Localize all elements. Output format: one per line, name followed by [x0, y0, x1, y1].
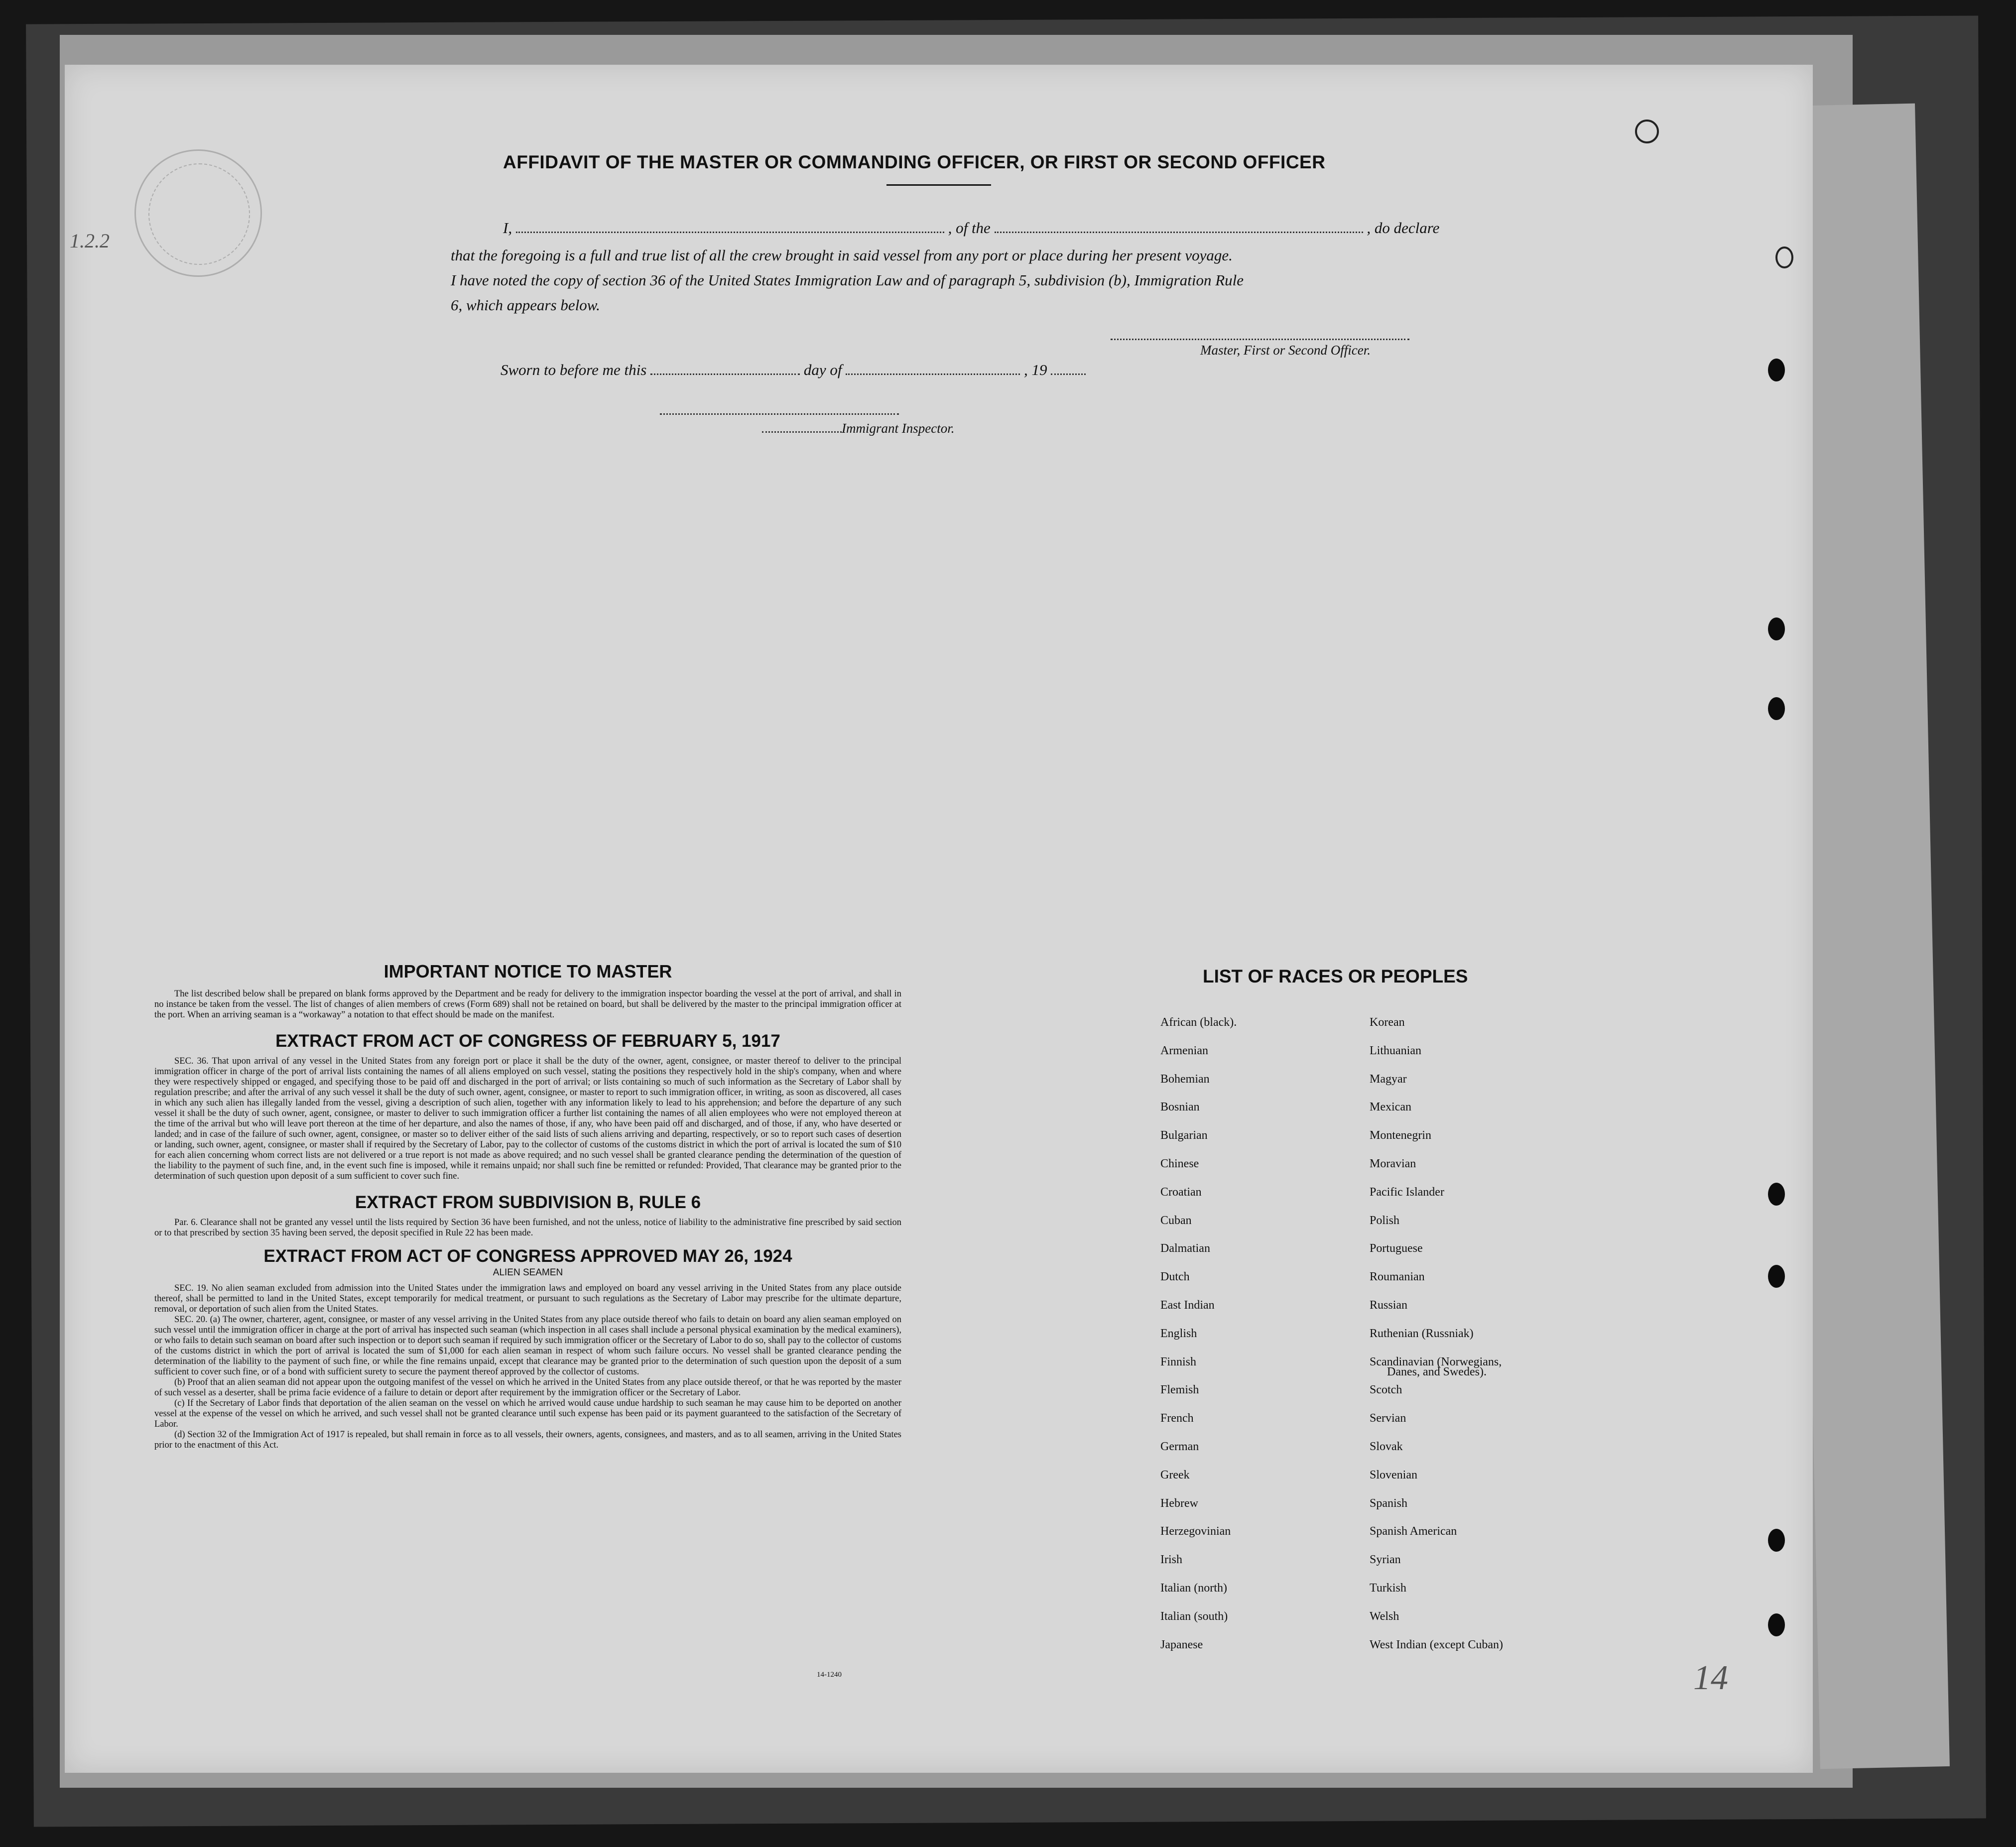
sec20a-text: SEC. 20. (a) The owner, charterer, agent, consignee, or master of any vessel arriving in the United States from any place outside thereof who fails to detain on board any alien seaman employed on such vessel until the immigration officer in charge at the port of arrival has inspected such seaman (which inspection in all cases shall include a personal physical examination by the medical examiners), or who fails to detain such seaman on board after such inspection or to deport such seaman if required by such immigration officer or the Secretary of Labor to do so, shall pay to the collector of customs of the customs district in which the port of arrival is located the sum of $1,000 for each alien seaman in respect of whom such failure occurs. No vessel shall be granted clearance pending the determination of the liability to the payment of such fine, or while the fine remains unpaid, except that clearance may be granted prior to the determination of such question upon the deposit of a sum sufficient to cover such fine, or of a bond with sufficient surety to secure the payment thereof approved by the collector of customs.	[154, 1315, 901, 1377]
race-item-left: Croatian	[1160, 1185, 1202, 1199]
binder-hole-icon	[1775, 246, 1793, 268]
extract-1917-title: EXTRACT FROM ACT OF CONGRESS OF FEBRUARY 5, 1917	[275, 1031, 780, 1051]
binder-hole-icon	[1768, 617, 1785, 640]
race-item-left: Italian (south)	[1160, 1609, 1228, 1623]
race-item-right: Scandinavian (Norwegians,	[1370, 1355, 1502, 1368]
sec20b-text: (b) Proof that an alien seaman did not appear upon the outgoing manifest of the vessel on which he arrived in the United States from any place outside thereof, or that he was reported by the master of such vessel as a deserter, shall be prima facie evidence of a failure to detain or deport after requirement by the immigration officer or the Secretary of Labor.	[154, 1377, 901, 1398]
race-item-right: Servian	[1370, 1412, 1406, 1425]
race-item-left: Dalmatian	[1160, 1242, 1210, 1255]
race-item-left: East Indian	[1160, 1299, 1215, 1312]
race-item-right: Lithuanian	[1370, 1044, 1421, 1057]
notice-text: The list described below shall be prepared on blank forms approved by the Department and be ready for delivery to the immigration inspector boarding the vessel at the port of arrival, and shall in no instance be taken from the vessel. The list of changes of alien members of crews (Form 689) shall not be retained on board, but shall be delivered by the master to the principal immigration officer at the port. When an arriving seaman is a “workaway” a notation to that effect should be made on the manifest.	[154, 989, 901, 1020]
binder-hole-icon	[1768, 1265, 1785, 1288]
extract-1917-text: SEC. 36. That upon arrival of any vessel in the United States from any foreign port or place it shall be the duty of the owner, agent, consignee, or master thereof to deliver to the principal immigration officer in charge of the port of arrival lists containing the names of all aliens employed on such vessel, stating the positions they respectively hold in the ship's company, when and where they were respectively shipped or engaged, and specifying those to be paid off and discharged in the port of arrival; or lists containing so much of such information as the Secretary of Labor shall by regulation prescribe; and after the arrival of any such vessel it shall be the duty of such owner, agent, consignee, or master to report to such immigration officer, in writing, as soon as discovered, all cases in which any such alien has illegally landed from the vessel, giving a description of such alien, together with any information likely to lead to his apprehension; and before the departure of any such vessel it shall be the duty of such owner, agent, consignee, or master to deliver to such immigration officer a further list containing the names of all alien employees who were not employed thereon at the time of the arrival but who will leave port thereon at the time of her departure, and also the names of those, if any, who have been paid off and discharged, and of those, if any, who have deserted or landed; and in case of the failure of such owner, agent, consignee, or master so to deliver either of the said lists of such aliens arriving and departing, respectively, or so to report such cases of desertion or landing, such owner, agent, consignee, or master shall if required by the Secretary of Labor, pay to the collector of customs of the customs district in which the port of arrival is located the sum of $10 for each alien concerning whom correct lists are not delivered or a true report is not made as above required; and no such vessel shall be granted clearance pending the determination of the question of the liability to the payment of such fine, and, in the event such fine is imposed, while it remains unpaid; nor shall such fine be remitted or refunded: Provided, That clearance may be granted prior to the determination of such question upon deposit of a sum sufficient to cover such fine.	[154, 1056, 901, 1181]
race-item-right: Moravian	[1370, 1157, 1416, 1170]
race-item-right: Magyar	[1370, 1072, 1407, 1086]
binder-hole-icon	[1768, 1613, 1785, 1636]
race-item-right: Spanish American	[1370, 1525, 1457, 1538]
race-item-right: Slovenian	[1370, 1468, 1417, 1481]
declarant-name-field[interactable]	[516, 232, 944, 233]
corner-annotation: 14	[1693, 1659, 1728, 1697]
race-item-left: Cuban	[1160, 1214, 1192, 1227]
race-item-left: Hebrew	[1160, 1496, 1198, 1510]
race-item-right: Syrian	[1370, 1553, 1401, 1567]
race-item-right: West Indian (except Cuban)	[1370, 1638, 1503, 1651]
race-item-left: Japanese	[1160, 1638, 1203, 1651]
sworn-year-field[interactable]	[1051, 373, 1086, 375]
race-item-left: Dutch	[1160, 1270, 1190, 1284]
sworn-year-label: , 19	[1023, 361, 1047, 378]
race-item-left: German	[1160, 1440, 1199, 1453]
declarant-label: I,	[503, 219, 512, 237]
race-item-right: Turkish	[1370, 1582, 1406, 1595]
extract-rule6-title: EXTRACT FROM SUBDIVISION B, RULE 6	[355, 1193, 701, 1212]
race-item-left: Greek	[1160, 1468, 1190, 1481]
race-item-left: Italian (north)	[1160, 1582, 1227, 1595]
race-item-right: Polish	[1370, 1214, 1400, 1227]
extract-1924-subtitle: ALIEN SEAMEN	[493, 1267, 563, 1278]
form-number: 14-1240	[817, 1671, 842, 1679]
master-label: Master, First or Second Officer.	[1200, 343, 1371, 358]
race-item-left: Irish	[1160, 1553, 1182, 1567]
sworn-month-field[interactable]	[846, 373, 1020, 375]
race-item-right: Pacific Islander	[1370, 1185, 1444, 1199]
title-underline	[886, 184, 991, 186]
manifest-page	[65, 65, 1813, 1773]
race-scandinavian-continued: Danes, and Swedes).	[1387, 1365, 1487, 1378]
sec20c-text: (c) If the Secretary of Labor finds that deportation of the alien seaman on the vessel on which he arrived would cause undue hardship to such seaman he may cause him to be deported on another vessel at the expense of the vessel on which he arrived, and such vessel shall not be granted clearance until such expense has been paid or its payment guaranteed to the satisfaction of the Secretary of Labor.	[154, 1398, 901, 1429]
inspector-label: Immigrant Inspector.	[842, 421, 955, 436]
inspector-signature-line[interactable]	[660, 413, 899, 415]
race-item-left: Bulgarian	[1160, 1129, 1208, 1142]
race-item-right: Ruthenian (Russniak)	[1370, 1327, 1474, 1340]
race-item-right: Slovak	[1370, 1440, 1403, 1453]
extract-rule6-text: Par. 6. Clearance shall not be granted any vessel until the lists required by Section 36 have been furnished, and not the unless, notice of liability to the administrative fine prescribed by said section or to that prescribed by section 35 having been served, the deposit specified in Rule 22 has been made.	[154, 1218, 901, 1238]
sworn-date-field[interactable]	[650, 373, 800, 375]
race-item-right: Russian	[1370, 1299, 1408, 1312]
sworn-line	[501, 361, 1086, 379]
notice-column	[154, 961, 901, 1451]
vessel-name-field[interactable]	[995, 232, 1363, 233]
race-item-left: African (black).	[1160, 1016, 1237, 1029]
sec19-text: SEC. 19. No alien seaman excluded from admission into the United States under the immigration laws and employed on board any vessel arriving in the United States from any place outside thereof, shall be permitted to land in the United States, except temporarily for medical treatment, or pursuant to such regulations as the Secretary of Labor may prescribe for the ultimate departure, removal, or deportation of such alien from the United States.	[154, 1283, 901, 1314]
race-item-left: Flemish	[1160, 1383, 1199, 1397]
binder-hole-icon	[1768, 1183, 1785, 1206]
notice-title: IMPORTANT NOTICE TO MASTER	[383, 961, 672, 982]
race-item-left: Armenian	[1160, 1044, 1208, 1057]
affidavit-line-3: I have noted the copy of section 36 of the United States Immigration Law and of paragraph 5, subdivision (b), Immigration Rule	[451, 271, 1244, 289]
affidavit-line-2: that the foregoing is a full and true list of all the crew brought in said vessel from any port or place during her present voyage.	[451, 246, 1233, 264]
race-item-left: Chinese	[1160, 1157, 1199, 1170]
margin-annotation: 1.2.2	[70, 230, 110, 252]
binder-hole-icon	[1768, 697, 1785, 720]
sworn-prefix: Sworn to before me this	[501, 361, 647, 378]
sworn-day-label: day of	[803, 361, 842, 378]
master-signature-line[interactable]	[1111, 339, 1409, 340]
affidavit-title: AFFIDAVIT OF THE MASTER OR COMMANDING OFFICER, OR FIRST OR SECOND OFFICER	[503, 152, 1326, 172]
binder-hole-icon	[1768, 1529, 1785, 1552]
stamp-seal-icon	[134, 149, 262, 277]
race-item-right: Welsh	[1370, 1609, 1399, 1623]
affidavit-line-4: 6, which appears below.	[451, 296, 600, 314]
race-item-left: English	[1160, 1327, 1197, 1340]
sec20d-text: (d) Section 32 of the Immigration Act of 1917 is repealed, but shall remain in force as to all vessels, their owners, agents, consignees, and masters, and as to all seamen, arriving in the United States prior to the enactment of this Act.	[154, 1430, 901, 1450]
affidavit-line-1	[503, 219, 1439, 237]
race-item-left: Bosnian	[1160, 1101, 1200, 1114]
race-item-right: Korean	[1370, 1016, 1405, 1029]
of-the-label: , of the	[948, 219, 991, 237]
races-title: LIST OF RACES OR PEOPLES	[1203, 966, 1468, 986]
race-item-right: Mexican	[1370, 1101, 1411, 1114]
race-item-right: Portuguese	[1370, 1242, 1423, 1255]
race-item-right: Scotch	[1370, 1383, 1402, 1397]
race-item-left: Bohemian	[1160, 1072, 1210, 1086]
race-item-right: Roumanian	[1370, 1270, 1425, 1284]
race-item-right: Spanish	[1370, 1496, 1408, 1510]
race-item-left: Finnish	[1160, 1355, 1197, 1368]
extract-1924-title: EXTRACT FROM ACT OF CONGRESS APPROVED MAY 26, 1924	[263, 1246, 792, 1266]
binder-hole-icon	[1635, 120, 1659, 143]
race-item-left: French	[1160, 1412, 1194, 1425]
inspector-signature-line-2[interactable]	[762, 431, 842, 433]
race-item-left: Herzegovinian	[1160, 1525, 1231, 1538]
binder-hole-icon	[1768, 359, 1785, 381]
race-item-right: Montenegrin	[1370, 1129, 1431, 1142]
declare-label: , do declare	[1367, 219, 1440, 237]
